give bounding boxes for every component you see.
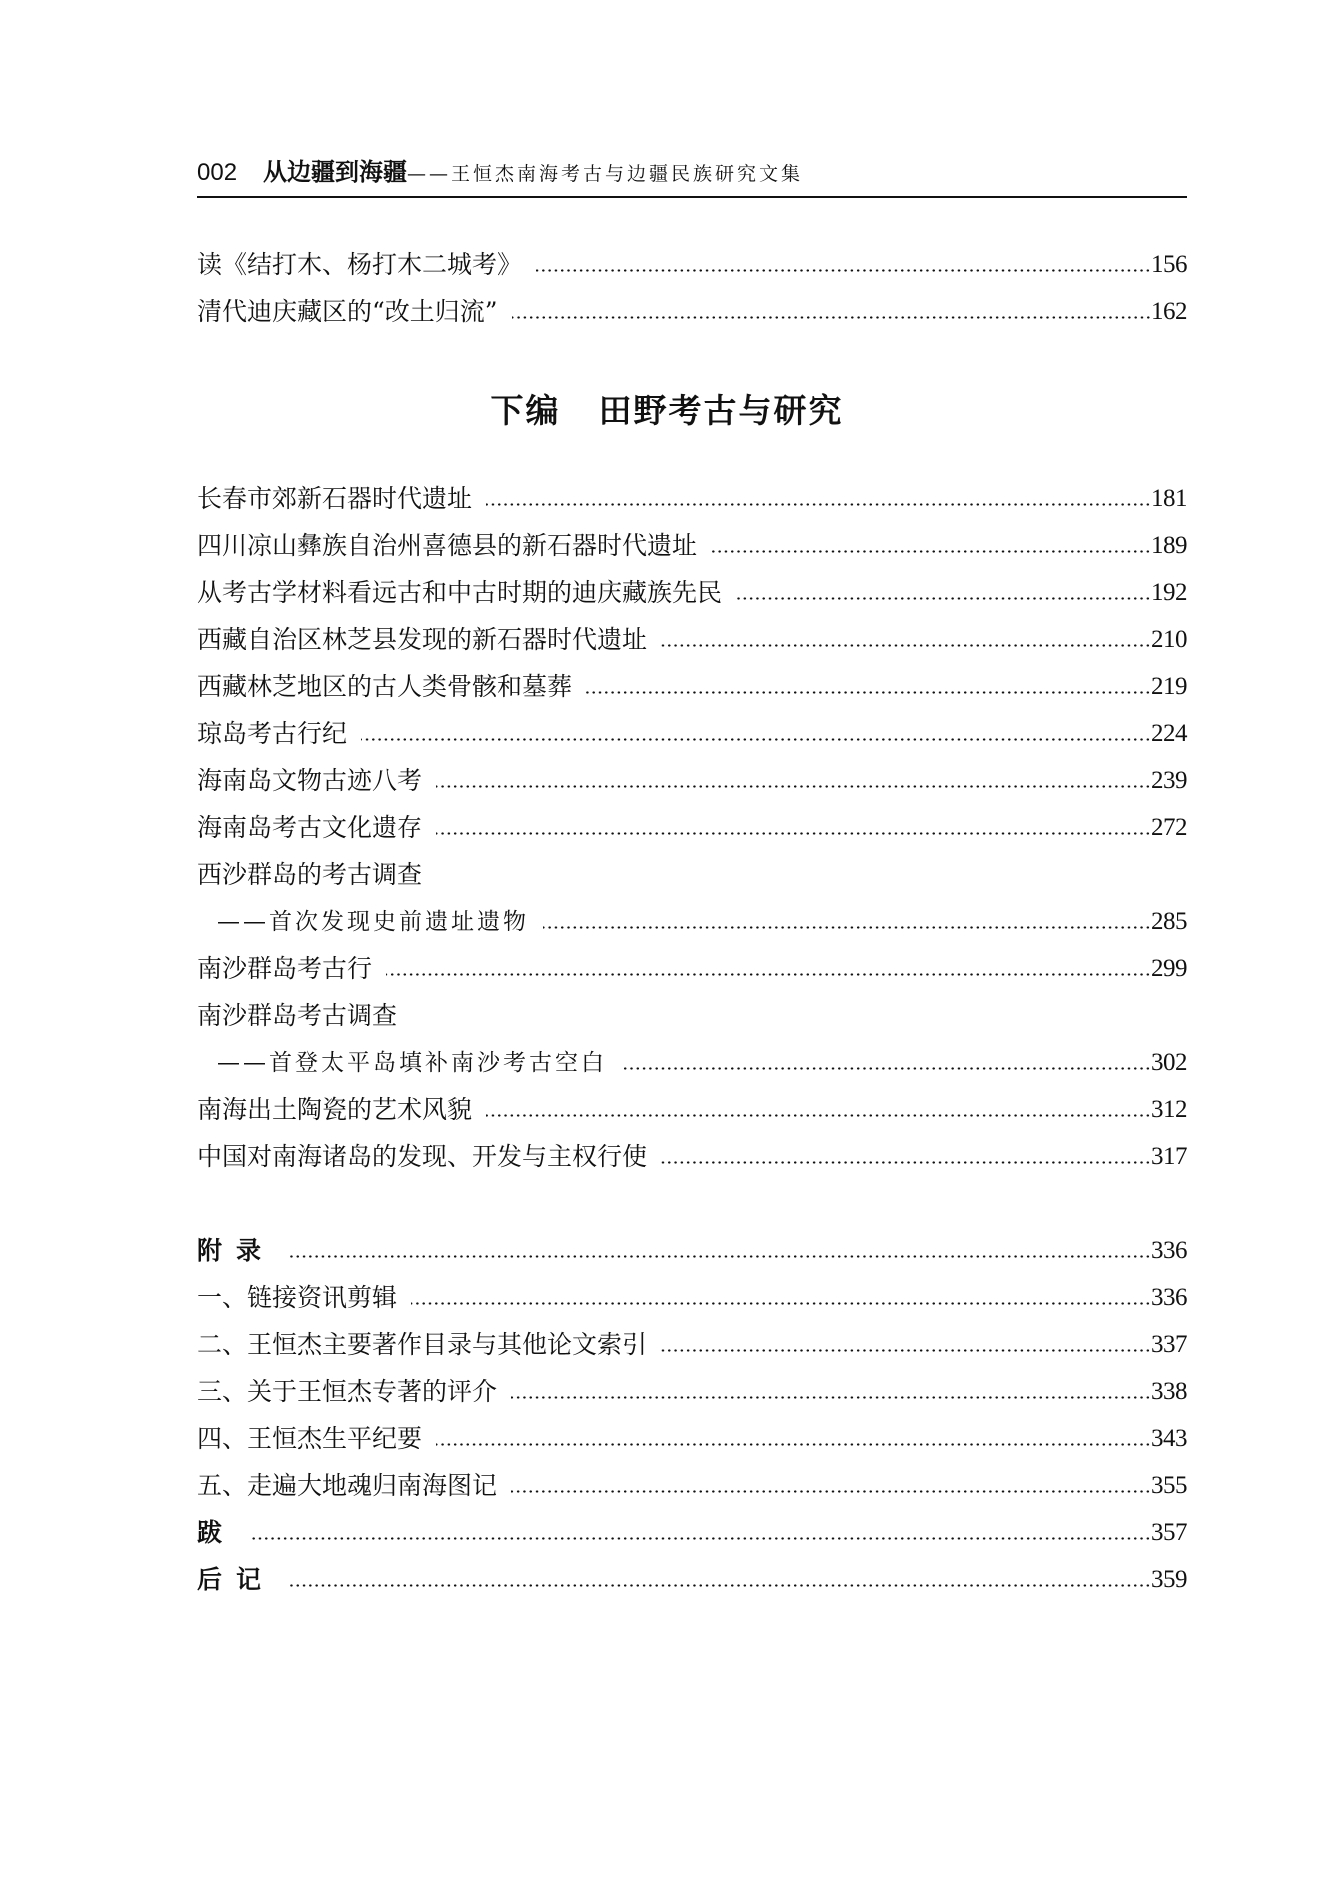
toc-entry-page: 302 (1151, 1049, 1187, 1076)
toc-entry-title: 附录 (197, 1236, 276, 1265)
toc-entry-title: 西藏林芝地区的古人类骨骸和墓葬 (197, 672, 573, 701)
dot-leader (511, 1471, 1151, 1501)
toc-entry-title: 后记 (197, 1565, 276, 1594)
page-number: 002 (197, 159, 238, 186)
dot-leader (536, 250, 1151, 280)
dot-leader (436, 813, 1151, 843)
toc-entry[interactable] (197, 291, 1187, 327)
toc-entry-title: 二、王恒杰主要著作目录与其他论文索引 (197, 1330, 648, 1359)
dot-leader (386, 954, 1151, 984)
toc-entry-title: 从考古学材料看远古和中古时期的迪庆藏族先民 (197, 578, 723, 607)
toc-entry-appendix[interactable] (197, 1230, 1187, 1266)
dot-leader (436, 766, 1151, 796)
toc-entry-page: 219 (1151, 673, 1187, 700)
toc-entry[interactable] (197, 1324, 1187, 1360)
toc-entry-title: 清代迪庆藏区的“改土归流” (197, 297, 498, 326)
toc-entry-page: 343 (1151, 1425, 1187, 1452)
dot-leader (543, 907, 1151, 937)
toc-entry-title: 南沙群岛考古行 (197, 954, 373, 983)
toc-entry-subtitle[interactable] (197, 901, 1187, 937)
dot-leader (289, 1565, 1151, 1595)
toc-entry[interactable] (197, 807, 1187, 843)
toc-entry-page: 317 (1151, 1143, 1187, 1170)
toc-entry-page: 210 (1151, 626, 1187, 653)
section-label: 下编 (490, 391, 561, 430)
toc-entry-title: 读《结打木、杨打木二城考》 (197, 250, 523, 279)
toc-entry[interactable] (197, 1277, 1187, 1313)
toc-entry-title: 一、链接资讯剪辑 (197, 1283, 398, 1312)
toc-entry-page: 239 (1151, 767, 1187, 794)
toc-entry-title: 南沙群岛考古调查 (197, 1001, 398, 1030)
dot-leader (289, 1236, 1151, 1266)
book-subtitle: ——王恒杰南海考古与边疆民族研究文集 (407, 163, 804, 185)
dot-leader (511, 1377, 1151, 1407)
toc-entry[interactable] (197, 478, 1187, 514)
toc-entry-title: 长春市郊新石器时代遗址 (197, 484, 473, 513)
dot-leader (436, 1424, 1151, 1454)
toc-entry[interactable] (197, 572, 1187, 608)
dot-leader (512, 297, 1151, 327)
toc-entry[interactable] (197, 619, 1187, 655)
toc-entry-title: 四、王恒杰生平纪要 (197, 1424, 423, 1453)
toc-entry-page: 336 (1151, 1284, 1187, 1311)
toc-entry-title: 海南岛文物古迹八考 (197, 766, 423, 795)
toc-entry-title: 四川凉山彝族自治州喜德县的新石器时代遗址 (197, 531, 698, 560)
toc-entry[interactable] (197, 1136, 1187, 1172)
dot-leader (250, 1518, 1151, 1548)
dot-leader (621, 1048, 1151, 1078)
toc-entry-page: 337 (1151, 1331, 1187, 1358)
toc-entry-title: 西沙群岛的考古调查 (197, 860, 423, 889)
section-title: 田野考古与研究 (598, 391, 844, 430)
toc-entry-title: 海南岛考古文化遗存 (197, 813, 423, 842)
toc-entry-page: 224 (1151, 720, 1187, 747)
toc-entry-afterword[interactable] (197, 1559, 1187, 1595)
running-header (197, 152, 1187, 194)
toc-entry[interactable] (197, 1089, 1187, 1125)
dot-leader (736, 578, 1151, 608)
toc-entry-page: 162 (1151, 298, 1187, 325)
toc-entry[interactable] (197, 1371, 1187, 1407)
toc-entry-page: 357 (1151, 1519, 1187, 1546)
toc-entry-page: 299 (1151, 955, 1187, 982)
toc-entry-page: 156 (1151, 251, 1187, 278)
header-rule (197, 196, 1187, 198)
toc-entry-postscript[interactable] (197, 1512, 1187, 1548)
toc-entry-page: 338 (1151, 1378, 1187, 1405)
toc-entry[interactable] (197, 525, 1187, 561)
dot-leader (661, 625, 1151, 655)
dot-leader (486, 484, 1151, 514)
toc-entry-title: 西藏自治区林芝县发现的新石器时代遗址 (197, 625, 648, 654)
toc-entry-subtitle[interactable] (197, 1042, 1187, 1078)
toc-entry[interactable] (197, 713, 1187, 749)
toc-entry-page: 285 (1151, 908, 1187, 935)
toc-entry[interactable] (197, 244, 1187, 280)
toc-entry-title: ——首次发现史前遗址遗物 (217, 909, 529, 935)
toc-entry[interactable] (197, 1465, 1187, 1501)
section-heading (0, 385, 1334, 432)
toc-entry-title: 中国对南海诸岛的发现、开发与主权行使 (197, 1142, 648, 1171)
dot-leader (661, 1330, 1151, 1360)
toc-entry-title: 跋 (197, 1518, 237, 1547)
toc-entry-page: 272 (1151, 814, 1187, 841)
toc-entry-page: 336 (1151, 1237, 1187, 1264)
dot-leader (411, 1283, 1151, 1313)
toc-entry-page: 189 (1151, 532, 1187, 559)
toc-entry-page: 192 (1151, 579, 1187, 606)
toc-entry-page: 359 (1151, 1566, 1187, 1593)
toc-entry-title: 南海出土陶瓷的艺术风貌 (197, 1095, 473, 1124)
toc-entry-title: 五、走遍大地魂归南海图记 (197, 1471, 498, 1500)
toc-entry-heading[interactable] (197, 854, 1187, 890)
toc-entry-page: 181 (1151, 485, 1187, 512)
toc-entry[interactable] (197, 760, 1187, 796)
toc-entry-title: 三、关于王恒杰专著的评介 (197, 1377, 498, 1406)
dot-leader (661, 1142, 1151, 1172)
toc-entry-heading[interactable] (197, 995, 1187, 1031)
dot-leader (711, 531, 1151, 561)
toc-entry-page: 312 (1151, 1096, 1187, 1123)
toc-entry[interactable] (197, 1418, 1187, 1454)
toc-entry-title: 琼岛考古行纪 (197, 719, 348, 748)
toc-entry-title: ——首登太平岛填补南沙考古空白 (217, 1050, 607, 1076)
dot-leader (486, 1095, 1151, 1125)
toc-entry[interactable] (197, 948, 1187, 984)
toc-entry[interactable] (197, 666, 1187, 702)
toc-entry-page: 355 (1151, 1472, 1187, 1499)
dot-leader (361, 719, 1151, 749)
dot-leader (586, 672, 1151, 702)
book-title: 从边疆到海疆 (263, 158, 408, 186)
